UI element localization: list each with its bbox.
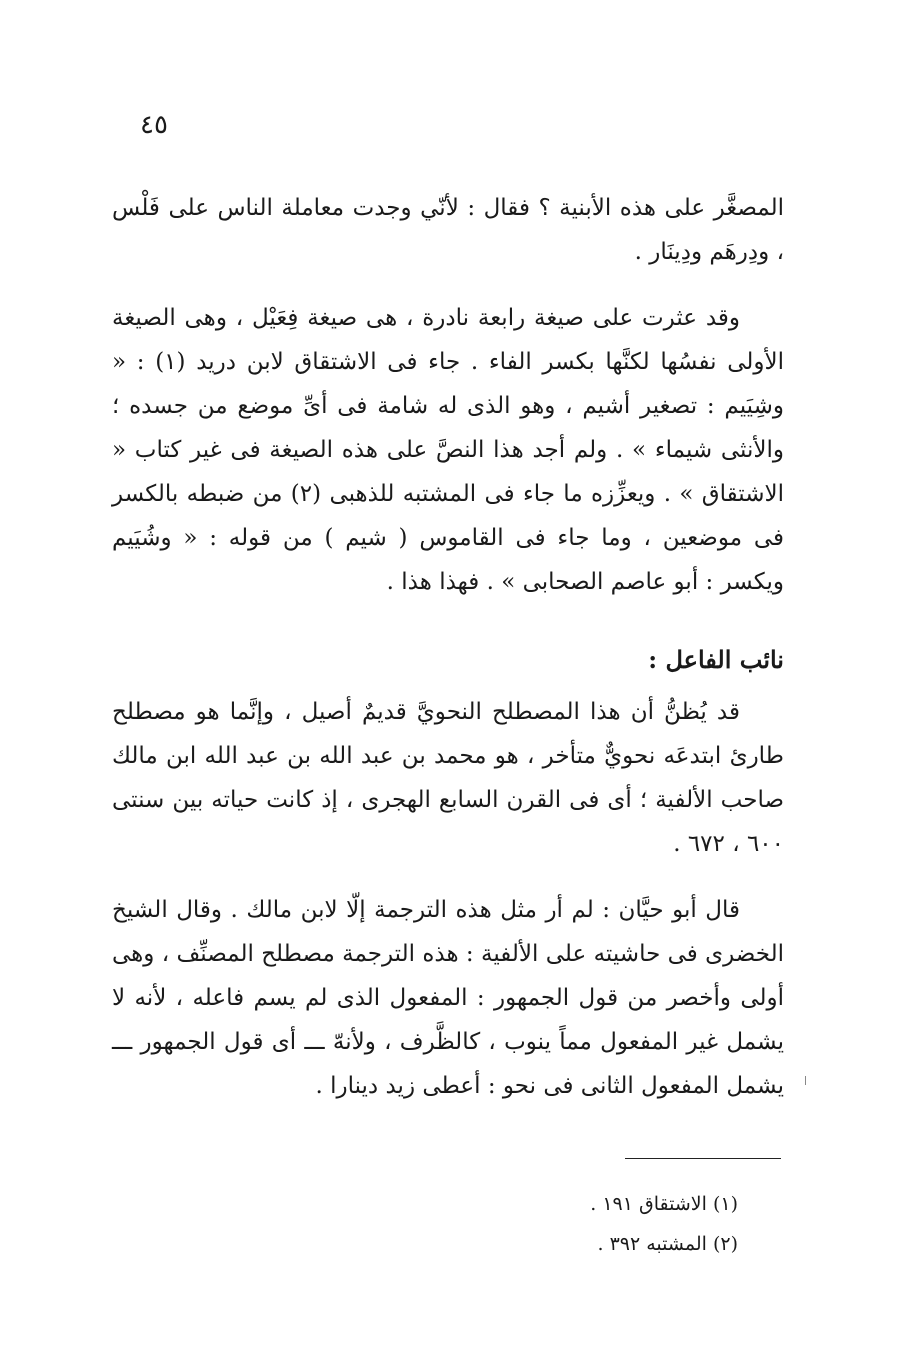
page-number: ٤٥ [140,110,168,140]
paragraph-fiayl-form: وقد عثرت على صيغة رابعة نادرة ، هى صيغة فِعَيْل ، وهى الصيغة الأولى نفسُها لكنَّها بكسر الفاء . جاء فى الاشتقاق لابن دريد (١) : « وشِيَيم : تصغير أشيم ، وهو الذى له شامة فى أىِّ موضع من جسده ؛ والأنثى شيماء » . ولم أجد هذا النصَّ على هذه الصيغة فى غير كتاب « الاشتقاق » . ويعزِّزه ما جاء فى المشتبه للذهبى (٢) من ضبطه بالكسر فى موضعين ، وما جاء فى القاموس ( شيم ) من قوله : « وشُيَيم ويكسر : أبو عاصم الصحابى » . فهذا هذا . [112,305,784,595]
body-text-top [112,186,784,274]
paragraph-abu-hayyan: قال أبو حيَّان : لم أر مثل هذه الترجمة إلّا لابن مالك . وقال الشيخ الخضرى فى حاشيته على الألفية : هذه الترجمة مصطلح المصنِّف ، وهى أولى وأخصر من قول الجمهور : المفعول الذى لم يسم فاعله ، لأنه لا يشمل غير المفعول مماً ينوب ، كالظَّرف ، ولأنهّ ـــ أى قول الجمهور ـــ يشمل المفعول الثانى فى نحو : أعطى زيد دينارا . [112,897,784,1099]
footnote-separator-rule [625,1158,781,1159]
body-text-section-2 [112,888,784,1108]
footnote-1: (١) الاشتقاق ١٩١ . [590,1193,738,1215]
body-text-section-1 [112,690,784,866]
margin-mark [805,1076,806,1085]
paragraph-ibn-malik: قد يُظنُّ أن هذا المصطلح النحويَّ قديمٌ أصيل ، وإنَّما هو مصطلح طارئ ابتدعَه نحويٌّ متأخر ، هو محمد بن عبد الله بن عبد الله ابن مالك صاحب الألفية ؛ أى فى القرن السابع الهجرى ، إذ كانت حياته بين سنتى ٦٠٠ ، ٦٧٢ . [112,699,784,857]
section-heading: نائب الفاعل : [648,645,784,674]
paragraph-continuation: المصغَّر على هذه الأبنية ؟ فقال : لأنّي وجدت معاملة الناس على فَلْس ، ودِرهَم ودِينَار . [112,195,784,265]
body-text-second [112,296,784,604]
footnotes [420,1184,738,1264]
footnote-2: (٢) المشتبه ٣٩٢ . [597,1233,738,1255]
